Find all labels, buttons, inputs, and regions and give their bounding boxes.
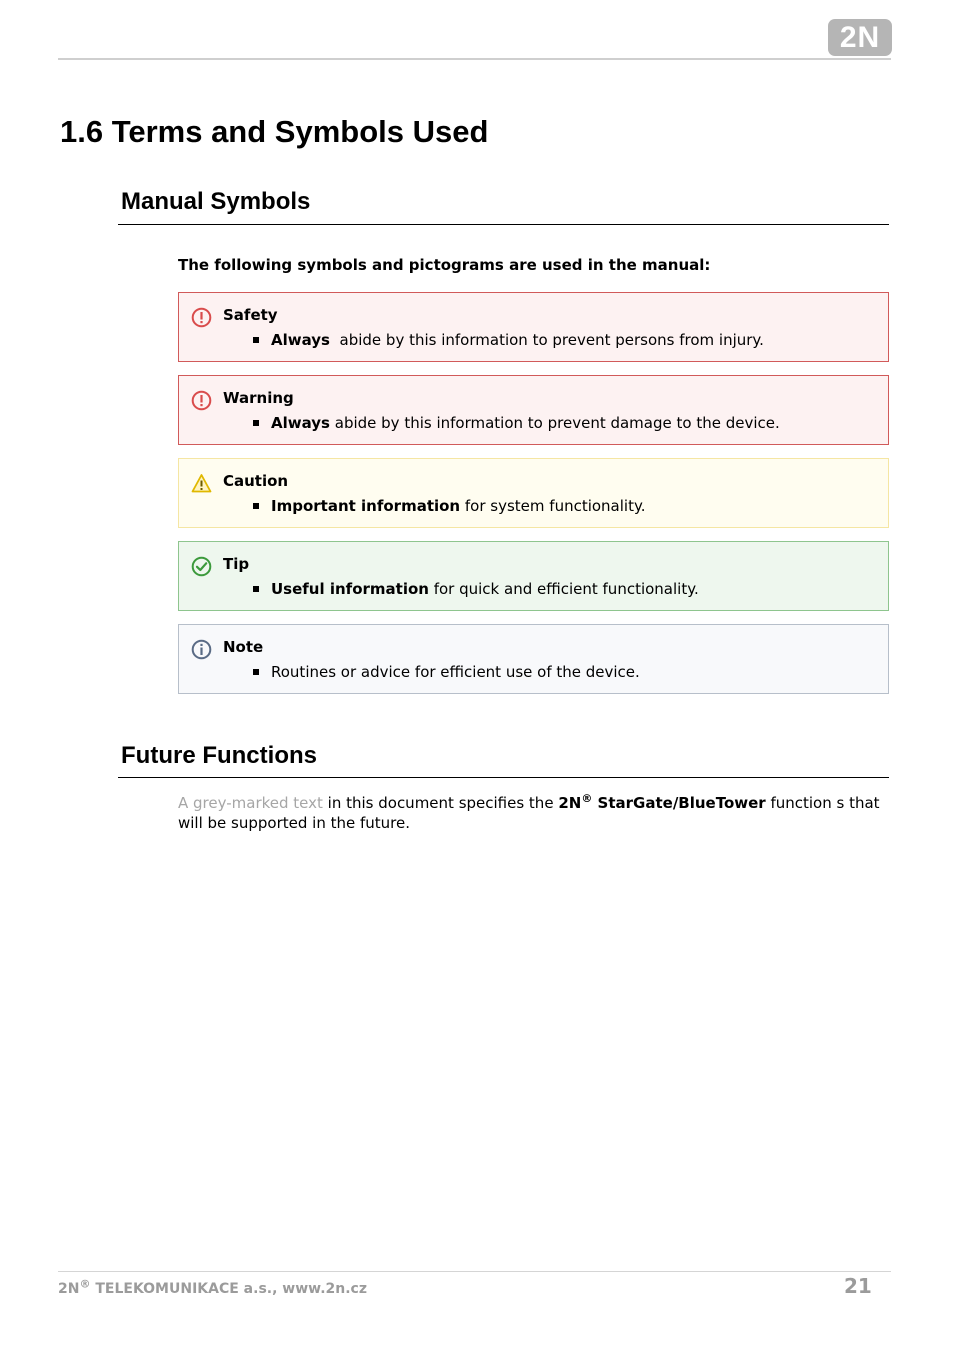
section-heading-future-functions: Future Functions xyxy=(121,742,317,769)
footer-company: 2N® TELEKOMUNIKACE a.s., www.2n.cz xyxy=(58,1277,367,1297)
box-title: Caution xyxy=(223,472,289,490)
warning-box xyxy=(178,375,889,445)
caution-box xyxy=(178,458,889,528)
note-box xyxy=(178,624,889,694)
box-title: Safety xyxy=(223,306,278,324)
grey-marked-text: A grey-marked text xyxy=(178,794,323,812)
footer-rule xyxy=(58,1271,891,1272)
header-rule xyxy=(58,58,891,60)
box-title: Warning xyxy=(223,389,294,407)
future-functions-text: A grey-marked text in this document specifies the 2N® StarGate/BlueTower function s that will be supported in the future. xyxy=(178,792,880,832)
box-text: Routines or advice for efficient use of the device. xyxy=(271,663,640,681)
box-title: Tip xyxy=(223,555,250,573)
2n-logo: 2N xyxy=(828,19,892,56)
section-rule xyxy=(118,777,889,778)
box-text: Useful information for quick and efficient functionality. xyxy=(271,580,699,598)
safety-box xyxy=(178,292,889,362)
bullet xyxy=(253,586,259,592)
page-title: 1.6 Terms and Symbols Used xyxy=(60,114,489,149)
info-circle-icon xyxy=(191,639,212,660)
bullet xyxy=(253,669,259,675)
section-heading-manual-symbols: Manual Symbols xyxy=(121,188,311,215)
bullet xyxy=(253,420,259,426)
section-rule xyxy=(118,224,889,225)
exclamation-circle-icon xyxy=(191,307,212,328)
exclamation-circle-icon xyxy=(191,390,212,411)
tip-box xyxy=(178,541,889,611)
box-title: Note xyxy=(223,638,264,656)
bullet xyxy=(253,503,259,509)
page-number: 21 xyxy=(844,1274,872,1298)
box-text: Important information for system functionality. xyxy=(271,497,646,515)
warning-triangle-icon xyxy=(191,473,212,494)
box-text: Always abide by this information to prevent damage to the device. xyxy=(271,414,780,432)
bullet xyxy=(253,337,259,343)
check-circle-icon xyxy=(191,556,212,577)
box-text: Always abide by this information to prevent persons from injury. xyxy=(271,331,764,349)
intro-text: The following symbols and pictograms are used in the manual: xyxy=(178,256,711,274)
